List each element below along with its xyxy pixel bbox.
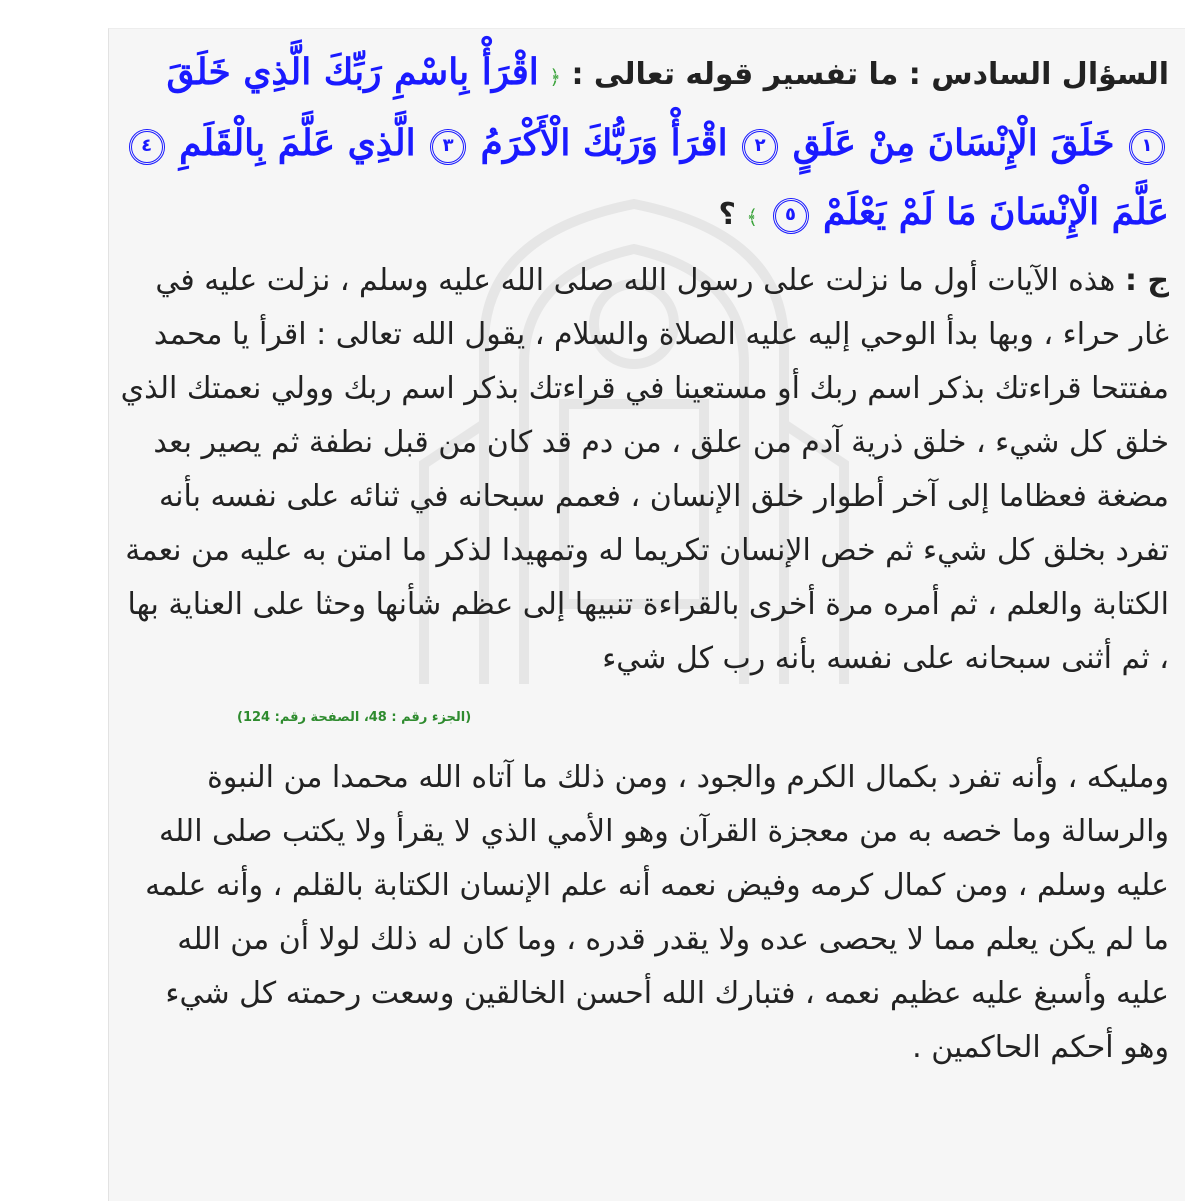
ayah-number-4: ٤: [129, 129, 165, 165]
ayah-number-5: ٥: [773, 198, 809, 234]
ayah-number-1: ١: [1129, 129, 1165, 165]
continuation-text: ومليكه ، وأنه تفرد بكمال الكرم والجود ، ومن ذلك ما آتاه الله محمدا من النبوة والرسالة وما خصه به من معجزة القرآن وهو الأمي الذي لا يقرأ ولا يكتب صلى الله عليه وسلم ، ومن كمال كرمه وفيض نعمه أنه علم الإنسان الكتابة بالقلم ، وأنه علمه ما لم يكن يعلم مما لا يحصى عده ولا يقدر قدره ، وما كان له ذلك لولا أن من الله عليه وأسبغ عليه عظيم نعمه ، فتبارك الله أحسن الخالقين وسعت رحمته كل شيء وهو أحكم الحاكمين .: [145, 760, 1169, 1065]
ayah-number-2: ٢: [742, 129, 778, 165]
verse-1: اقْرَأْ بِاسْمِ رَبِّكَ الَّذِي خَلَقَ: [166, 51, 539, 93]
verse-5: عَلَّمَ الْإِنْسَانَ مَا لَمْ يَعْلَمْ: [822, 191, 1169, 233]
document-panel: [108, 28, 1185, 1201]
page-reference: (الجزء رقم : 48، الصفحة رقم: 124): [237, 710, 472, 725]
ayah-number-3: ٣: [430, 129, 466, 165]
fatwa-content: [119, 39, 1169, 1075]
question-label: السؤال السادس : ما تفسير قوله تعالى :: [571, 57, 1169, 92]
verse-open-bracket: ﴿: [549, 65, 561, 89]
verse-close-bracket: ﴾: [746, 205, 759, 229]
verse-2: خَلَقَ الْإِنْسَانَ مِنْ عَلَقٍ: [792, 122, 1115, 164]
question-mark: ؟: [718, 197, 736, 232]
answer-text: هذه الآيات أول ما نزلت على رسول الله صلى الله عليه وسلم ، نزلت عليه في غار حراء ، وبها بدأ الوحي إليه عليه الصلاة والسلام ، يقول الله تعالى : اقرأ يا محمد مفتتحا قراءتك بذكر اسم ربك أو مستعينا في قراءتك بذكر اسم ربك وولي نعمتك الذي خلق كل شيء ، خلق ذرية آدم من علق ، من دم قد كان من قبل نطفة ثم يصير بعد مضغة فعظاما إلى آخر أطوار خلق الإنسان ، فعمم سبحانه في ثنائه على نفسه بأنه تفرد بخلق كل شيء ثم خص الإنسان تكريما له وتمهيدا لذكر ما امتن به عليه من نعمة الكتابة والعلم ، ثم أمره مرة أخرى بالقراءة تنبيها إلى عظم شأنها وحثا على العناية بها ، ثم أثنى سبحانه على نفسه بأنه رب كل شيء: [120, 263, 1169, 676]
verse-3: اقْرَأْ وَرَبُّكَ الْأَكْرَمُ: [480, 122, 728, 164]
verse-4: الَّذِي عَلَّمَ بِالْقَلَمِ: [179, 122, 416, 164]
answer-label: ج :: [1124, 263, 1169, 298]
question-block: [119, 39, 1169, 250]
answer-block: [119, 254, 1169, 686]
